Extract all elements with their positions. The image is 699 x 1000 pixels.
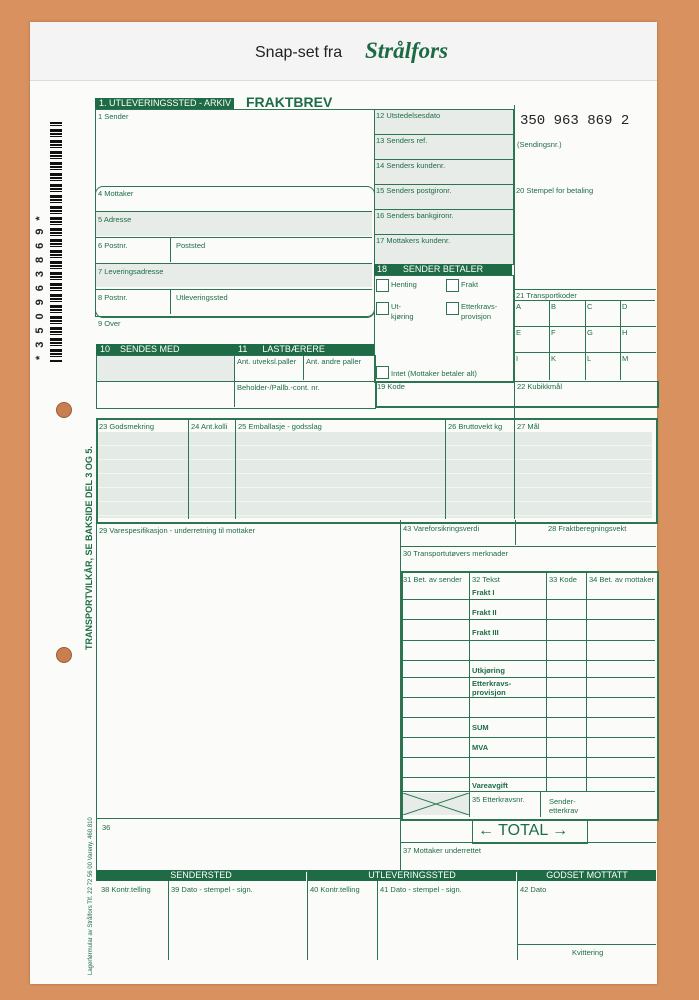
- code-l: L: [587, 354, 592, 363]
- postal-code-label: 6 Postnr.: [98, 241, 128, 250]
- sender-pays-header: 18 SENDER BETALER: [374, 264, 512, 275]
- insurance-value-label: 43 Vareforsikringsverdi: [403, 524, 480, 533]
- transport-codes-label: 21 Transportkoder: [516, 291, 577, 300]
- receiver-label: 4 Mottaker: [98, 189, 134, 198]
- sender-field[interactable]: [96, 124, 366, 182]
- delivery-place-label: Utleveringssted: [176, 293, 228, 302]
- total-label: ← TOTAL →: [478, 822, 569, 839]
- received-date-label: 42 Dato: [520, 885, 547, 894]
- sender-ref-label: 13 Senders ref.: [376, 136, 428, 145]
- utkjoring-checkbox[interactable]: [376, 302, 389, 315]
- transport-terms-note: TRANSPORTVILKÅR, SE BAKSIDE DEL 3 OG 5.: [84, 446, 94, 650]
- receipt-label: Kvittering: [572, 948, 604, 957]
- goods-spec-field[interactable]: [100, 540, 396, 815]
- cod-number-label: 35 Etterkravsnr.: [472, 795, 525, 804]
- delivery-fee-label: Utkjøring: [472, 666, 505, 675]
- code-e: E: [516, 328, 522, 337]
- code-label: 19 Kode: [377, 382, 405, 391]
- delivery-place-header: UTLEVERINGSSTED: [308, 870, 516, 881]
- shipment-number-label: (Sendingsnr.): [517, 140, 562, 149]
- load-carriers-header: 11 LASTBÆRERE: [234, 344, 374, 355]
- barcode: [50, 122, 62, 362]
- carrier-remarks-label: 30 Transportutøvers merknader: [403, 549, 509, 558]
- code-d: D: [622, 302, 628, 311]
- post-place-label: Poststed: [176, 241, 206, 250]
- header-strip: [30, 22, 657, 81]
- parcels-count-label: 24 Ant.kolli: [191, 422, 228, 431]
- copy-label: 1. UTLEVERINGSSTED - ARKIV: [95, 98, 234, 109]
- paid-by-receiver-label: 34 Bet. av mottaker: [589, 575, 655, 584]
- address-label: 5 Adresse: [98, 215, 132, 224]
- henting-checkbox[interactable]: [376, 279, 389, 292]
- count-check-label-1: 38 Kontr.telling: [101, 885, 151, 894]
- freight-weight-label: 28 Fraktberegningsvekt: [548, 524, 627, 533]
- issue-date-label: 12 Utstedelsesdato: [376, 111, 441, 120]
- code-a: A: [516, 302, 522, 311]
- henting-label: Henting: [391, 280, 417, 289]
- punch-hole: [56, 647, 72, 663]
- freight-3-label: Frakt III: [472, 628, 499, 637]
- payment-stamp-label: 20 Stempel for betaling: [516, 186, 594, 195]
- dimensions-label: 27 Mål: [517, 422, 540, 431]
- sender-customer-no-label: 14 Senders kundenr.: [376, 161, 446, 170]
- barcode-digits: *350963869*: [34, 208, 46, 360]
- count-check-label-2: 40 Kontr.telling: [310, 885, 360, 894]
- via-label: 9 Over: [98, 319, 121, 328]
- sender-cod-label: Sender- etterkrav: [549, 797, 579, 815]
- vat-label: MVA: [472, 743, 489, 752]
- excise-label: Vareavgift: [472, 781, 508, 790]
- code-f: F: [551, 328, 556, 337]
- delivery-postal-code-label: 8 Postnr.: [98, 293, 128, 302]
- code-k: K: [551, 354, 557, 363]
- cod-fee-label: Etterkravs- provisjon: [472, 679, 512, 697]
- sender-label: 1 Sender: [98, 112, 129, 121]
- sender-place-header: SENDERSTED: [96, 870, 306, 881]
- code-column-label: 33 Kode: [549, 575, 577, 584]
- etterkrav-checkbox[interactable]: [446, 302, 459, 315]
- code-m: M: [622, 354, 629, 363]
- etterkrav-label: Etterkravs- provisjon: [461, 302, 498, 321]
- receiver-box: [95, 186, 375, 318]
- form-title: FRAKTBREV: [246, 94, 333, 110]
- receiver-customer-no-label: 17 Mottakers kundenr.: [376, 236, 451, 245]
- date-stamp-sign-label-2: 41 Dato - stempel - sign.: [380, 885, 462, 894]
- delivery-address-label: 7 Leveringsadresse: [98, 267, 164, 276]
- shipment-number: 350 963 869 2: [520, 113, 630, 129]
- goods-marking-label: 23 Godsmekring: [99, 422, 155, 431]
- signature-band: [96, 870, 654, 962]
- other-pallets-label: Ant. andre paller: [306, 357, 362, 366]
- sender-giro-label: 15 Senders postgironr.: [376, 186, 452, 195]
- printer-note: Lagerførmular av Strålfors Tlf. 22 72 56 00 Vareny. 460.810: [88, 817, 94, 975]
- code-g: G: [587, 328, 593, 337]
- sum-label: SUM: [472, 723, 489, 732]
- packaging-label: 25 Emballasje - godsslag: [238, 422, 322, 431]
- code-c: C: [587, 302, 593, 311]
- freight-1-label: Frakt I: [472, 588, 495, 597]
- code-i: I: [516, 354, 519, 363]
- receiver-notified-label: 37 Mottaker underrettet: [403, 846, 481, 855]
- sender-pays-box: [374, 275, 514, 383]
- send-with-header: 10 SENDES MED: [96, 344, 236, 355]
- paid-by-sender-label: 31 Bet. av sender: [403, 575, 462, 584]
- field-36-label: 36: [102, 823, 111, 832]
- code-b: B: [551, 302, 557, 311]
- utkjoring-label: Ut- kjøring: [391, 302, 414, 321]
- payment-table: [401, 571, 659, 821]
- frakt-label: Frakt: [461, 280, 479, 289]
- goods-spec-label: 29 Varespesifikasjon - underretning til mottaker: [99, 526, 256, 535]
- text-column-label: 32 Tekst: [472, 575, 500, 584]
- freight-2-label: Frakt II: [472, 608, 497, 617]
- punch-hole: [56, 402, 72, 418]
- cubic-label: 22 Kubikkmål: [517, 382, 563, 391]
- gross-weight-label: 26 Bruttovekt kg: [448, 422, 503, 431]
- stralfors-logo: Strålfors: [365, 38, 449, 63]
- date-stamp-sign-label-1: 39 Dato - stempel - sign.: [171, 885, 253, 894]
- goods-received-header: GODSET MOTTATT: [518, 870, 656, 881]
- intet-checkbox[interactable]: [376, 366, 389, 379]
- exchange-pallets-label: Ant. utveksl.paller: [237, 357, 297, 366]
- code-h: H: [622, 328, 628, 337]
- snap-set-label: Snap-set fra: [255, 44, 343, 61]
- sender-bank-giro-label: 16 Senders bankgironr.: [376, 211, 454, 220]
- frakt-checkbox[interactable]: [446, 279, 459, 292]
- intet-label: Intet (Mottaker betaler alt): [391, 369, 477, 378]
- container-no-label: Beholder-/Pallb.-cont. nr.: [237, 383, 320, 392]
- crossed-cell: [403, 793, 469, 815]
